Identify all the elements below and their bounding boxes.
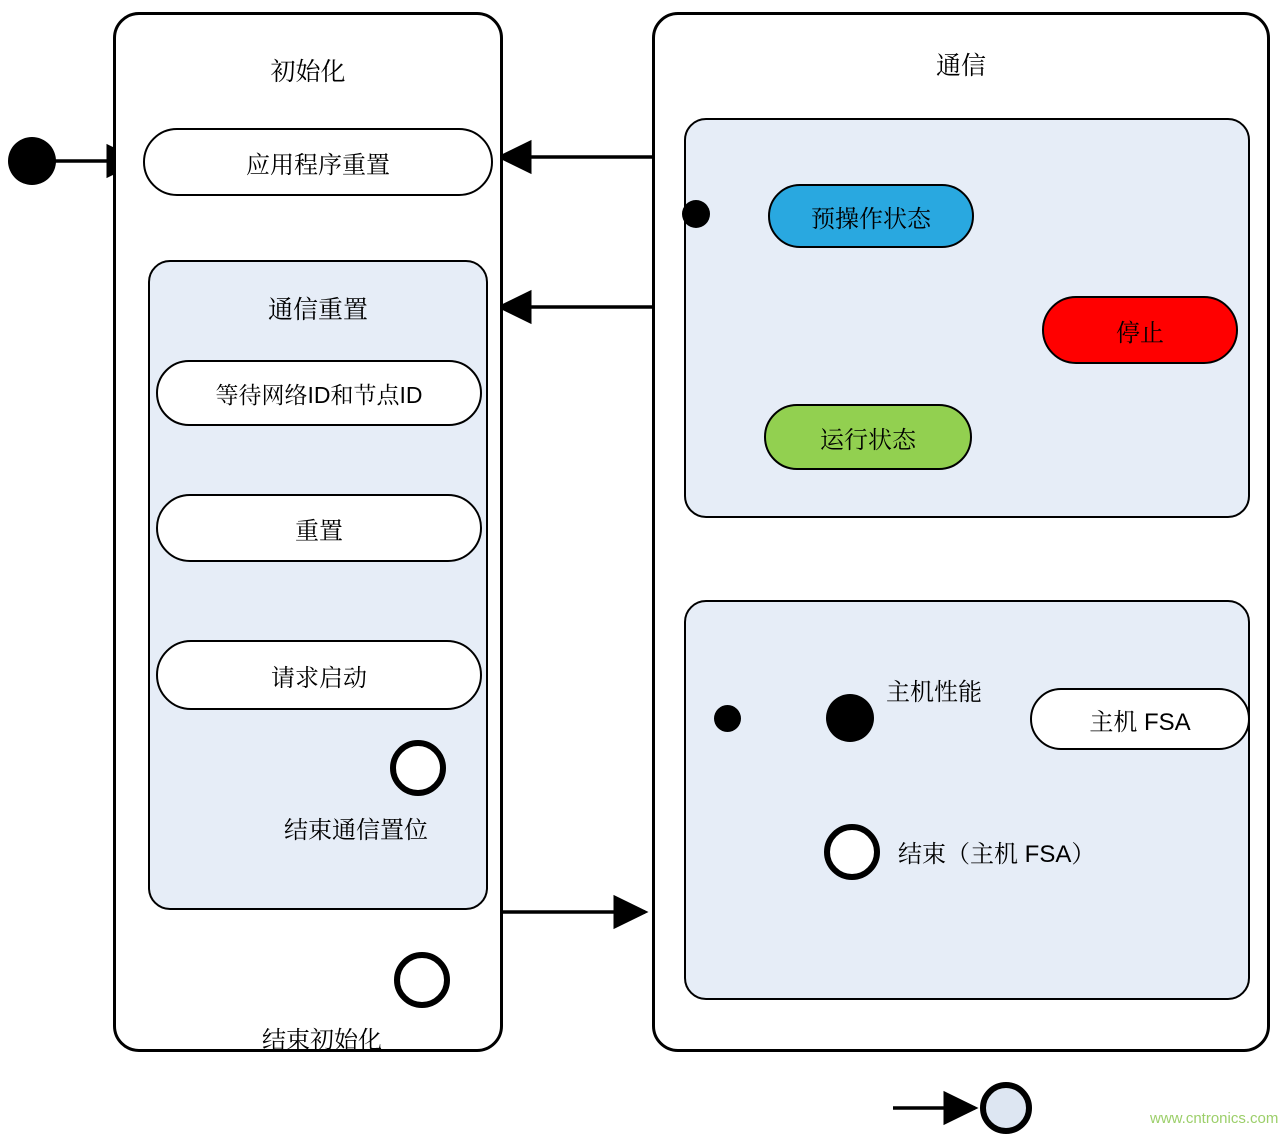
final-node-end-initialization: [394, 952, 450, 1008]
nmt-initial-state-dot: [682, 200, 710, 228]
label-end-comm-reset: 结束通信置位: [284, 817, 428, 844]
state-reset[interactable]: 重置: [156, 494, 482, 562]
state-operational[interactable]: 运行状态: [764, 404, 972, 470]
label-host-capability: 主机性能: [886, 679, 982, 706]
label-end-initialization: 结束初始化: [262, 1027, 382, 1054]
state-request-start[interactable]: 请求启动: [156, 640, 482, 710]
subregion-communication-reset-title: 通信重置: [267, 296, 368, 324]
watermark: www.cntronics.com: [1150, 1110, 1279, 1127]
state-host-fsa[interactable]: 主机 FSA: [1030, 688, 1250, 750]
state-pre-operational[interactable]: 预操作状态: [768, 184, 974, 248]
final-node-end-host-fsa: [824, 824, 880, 880]
region-communication-title: 通信: [935, 52, 986, 80]
subregion-host-fsa: [684, 600, 1250, 1000]
label-end-host-fsa: 结束（主机 FSA）: [898, 841, 1096, 868]
final-node-end-comm-reset: [390, 740, 446, 796]
state-stopped[interactable]: 停止: [1042, 296, 1238, 364]
region-initialization-title: 初始化: [270, 58, 346, 86]
initial-state-dot: [8, 137, 56, 185]
legend-final-node-icon: [980, 1082, 1032, 1134]
state-wait-network-node-id[interactable]: 等待网络ID和节点ID: [156, 360, 482, 426]
host-initial-state-dot: [714, 705, 741, 732]
state-app-reset[interactable]: 应用程序重置: [143, 128, 493, 196]
host-junction-dot: [826, 694, 874, 742]
